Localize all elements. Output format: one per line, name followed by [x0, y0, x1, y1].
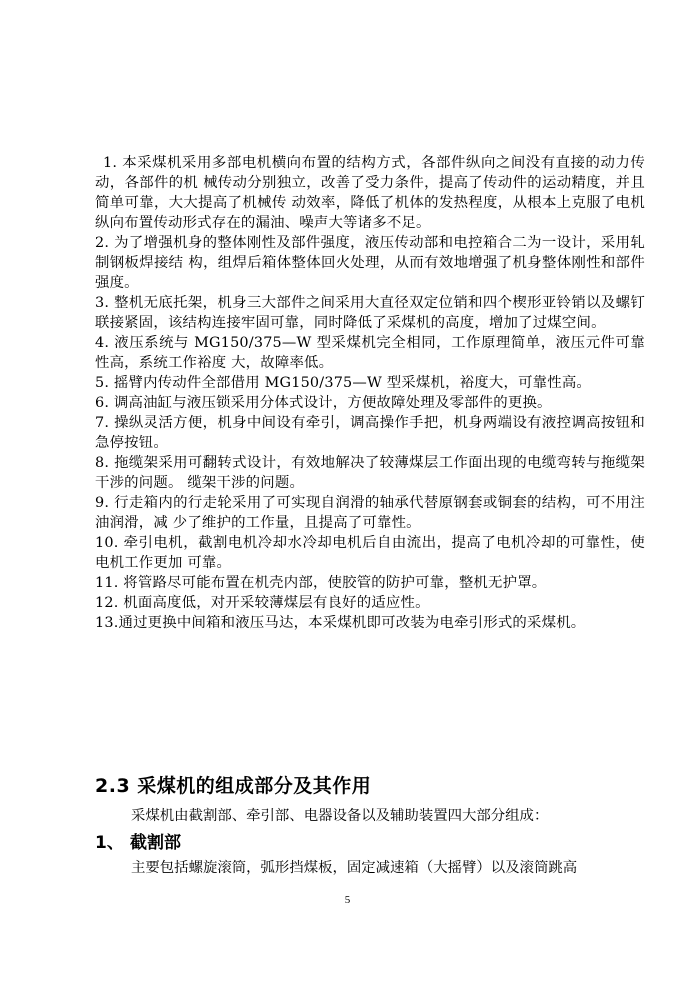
feature-item-2: 2. 为了增强机身的整体刚性及部件强度，液压传动部和电控箱合二为一设计，采用轧制钢板焊接结 构，组焊后箱体整体回火处理，从而有效地增强了机身整体刚性和部件强度。 [95, 235, 645, 291]
feature-item-7: 7. 操纵灵活方便，机身中间设有牵引，调高操作手把，机身两端设有液控调高按钮和急停按钮。 [95, 415, 645, 451]
feature-item-11: 11. 将管路尽可能布置在机壳内部，使胶管的防护可靠，整机无护罩。 [95, 575, 547, 591]
feature-item-10: 10. 牵引电机，截割电机冷却水冷却电机后自由流出，提高了电机冷却的可靠性，使电机工作更加 可靠。 [95, 535, 645, 571]
subsection-title: 截割部 [130, 833, 181, 853]
feature-item-12: 12. 机面高度低，对开采较薄煤层有良好的适应性。 [95, 595, 430, 611]
feature-item-4: 4. 液压系统与 MG150/375—W 型采煤机完全相同，工作原理简单，液压元件可靠性高，系统工作裕度 大，故障率低。 [95, 335, 645, 371]
feature-item-9: 9. 行走箱内的行走轮采用了可实现自润滑的轴承代替原钢套或铜套的结构，可不用注油润滑，减 少了维护的工作量，且提高了可靠性。 [95, 495, 645, 531]
subsection-heading [95, 831, 181, 855]
feature-item-3: 3. 整机无底托架，机身三大部件之间采用大直径双定位销和四个楔形亚铃销以及螺钉联接紧固，该结构连接牢固可靠，同时降低了采煤机的高度，增加了过煤空间。 [95, 295, 645, 331]
feature-item-5: 5. 摇臂内传动件全部借用 MG150/375—W 型采煤机，裕度大，可靠性高。 [95, 375, 592, 391]
feature-item-13: 13.通过更换中间箱和液压马达，本采煤机即可改装为电牵引形式的采煤机。 [95, 615, 586, 631]
feature-item-8: 8. 拖缆架采用可翻转式设计，有效地解决了较薄煤层工作面出现的电缆弯转与拖缆架干涉的问题。 缆架干涉的问题。 [95, 455, 645, 491]
feature-item-1: 1. 本采煤机采用多部电机横向布置的结构方式，各部件纵向之间没有直接的动力传动，各部件的机 械传动分别独立，改善了受力条件，提高了传动件的运动精度，并且简单可靠，大大提高了机械传 动效率，降低了机体的发热程度，从根本上克服了电机纵向布置传动形式存在的漏油、噪声大等诸多不足。 [95, 155, 645, 231]
page-number: 5 [344, 894, 351, 906]
subsection-body: 主要包括螺旋滚筒，弧形挡煤板，固定减速箱（大摇臂）以及滚筒跳高 [131, 860, 578, 876]
section-intro: 采煤机由截割部、牵引部、电器设备以及辅助装置四大部分组成： [131, 808, 549, 824]
subsection-number: 1、 [95, 833, 124, 853]
section-title: 2.3 采煤机的组成部分及其作用 [95, 775, 372, 797]
feature-list [95, 153, 645, 633]
feature-item-6: 6. 调高油缸与液压锁采用分体式设计，方便故障处理及零部件的更换。 [95, 395, 552, 411]
